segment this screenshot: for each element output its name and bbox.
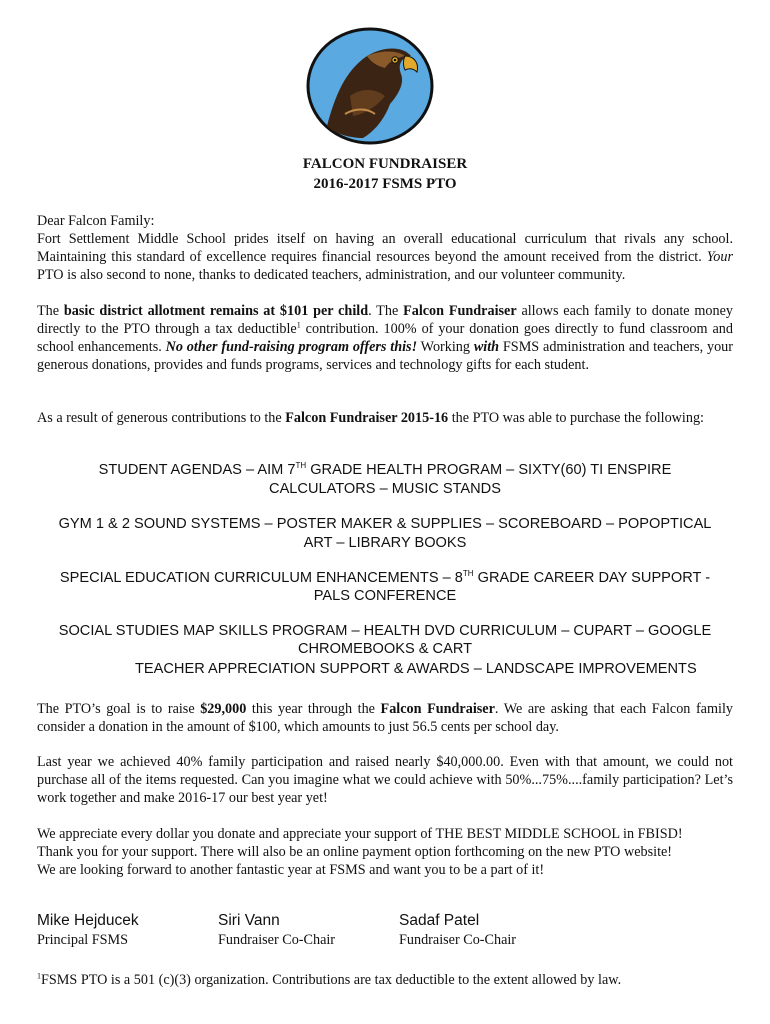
signature-title-1: Principal FSMS bbox=[37, 932, 129, 948]
intro-text: Fort Settlement Middle School prides itself on having an overall educational curriculum that rivals any school. Maintaining this standard of excellence requires financial resources beyond the amount received from the district. bbox=[37, 231, 733, 265]
p3-text-c: the PTO was able to purchase the following: bbox=[448, 410, 704, 426]
p4-text-e: . We are asking that each Falcon family consider a donation in the amount of $100, which amounts to just 56.5 cents per school day. bbox=[37, 701, 733, 735]
footnote-mark: 1 bbox=[37, 971, 41, 981]
purchase-1-sup: TH bbox=[295, 461, 307, 471]
signature-name-3: Sadaf Patel bbox=[399, 912, 480, 929]
appreciation-line-2: Thank you for your support. There will also be an online payment option forthcoming on the new PTO website! bbox=[37, 844, 673, 860]
purchase-1b: GRADE HEALTH PROGRAM – SIXTY(60) TI ENSPIRE bbox=[306, 462, 672, 478]
p2-text-j: FSMS administration and teachers, your generous donations, provides and funds programs, services and technology gifts for each student. bbox=[37, 339, 733, 373]
purchase-line-2: CALCULATORS – MUSIC STANDS bbox=[269, 481, 501, 497]
purchase-line-7: SOCIAL STUDIES MAP SKILLS PROGRAM – HEALTH DVD CURRICULUM – CUPART – GOOGLE bbox=[58, 623, 712, 639]
p2-text-h: Working bbox=[417, 339, 474, 355]
title-line-2: 2016-2017 FSMS PTO bbox=[313, 176, 457, 192]
intro-your: Your bbox=[706, 249, 733, 265]
purchase-line-6: PALS CONFERENCE bbox=[313, 588, 457, 604]
signature-title-2: Fundraiser Co-Chair bbox=[218, 932, 336, 948]
p4-fundraiser: Falcon Fundraiser bbox=[380, 701, 495, 717]
purchase-line-3: GYM 1 & 2 SOUND SYSTEMS – POSTER MAKER & SUPPLIES – SCOREBOARD – POPOPTICAL bbox=[58, 516, 712, 532]
p2-text-e: allows each family to donate money directly to the PTO through a tax deductible bbox=[37, 303, 733, 337]
purchase-line-1 bbox=[30, 461, 740, 480]
p2-allotment: basic district allotment remains at $101 per child bbox=[63, 303, 369, 319]
p4-goal: $29,000 bbox=[200, 701, 247, 717]
purchase-1a: STUDENT AGENDAS – AIM 7 bbox=[98, 462, 296, 478]
appreciation-line-1: We appreciate every dollar you donate and appreciate your support of THE BEST MIDDLE SCHOOL in FBISD! bbox=[37, 826, 683, 842]
appreciation-paragraph bbox=[37, 825, 733, 879]
p3-text-a: As a result of generous contributions to the bbox=[37, 410, 286, 426]
p3-fundraiser: Falcon Fundraiser 2015-16 bbox=[285, 410, 449, 426]
p2-text-c: . The bbox=[368, 303, 404, 319]
intro-paragraph bbox=[37, 212, 733, 284]
purchase-line-9: TEACHER APPRECIATION SUPPORT & AWARDS – LANDSCAPE IMPROVEMENTS bbox=[135, 661, 697, 677]
p2-footnote-mark: 1 bbox=[296, 320, 301, 330]
p4-text-a: The PTO’s goal is to raise bbox=[37, 701, 201, 717]
allotment-paragraph bbox=[37, 302, 733, 374]
appreciation-line-3: We are looking forward to another fantastic year at FSMS and want you to be a part of it! bbox=[37, 862, 545, 878]
purchase-5-sup: TH bbox=[462, 569, 474, 579]
purchase-line-8: CHROMEBOOKS & CART bbox=[297, 641, 473, 657]
p2-with: with bbox=[473, 339, 500, 355]
signature-name-2: Siri Vann bbox=[218, 912, 280, 929]
signature-name-1: Mike Hejducek bbox=[37, 912, 139, 929]
goal-paragraph bbox=[37, 700, 733, 736]
footnote-text: FSMS PTO is a 501 (c)(3) organization. Contributions are tax deductible to the extent allowed by law. bbox=[41, 972, 622, 988]
falcon-logo bbox=[305, 26, 435, 146]
p4-text-c: this year through the bbox=[246, 701, 381, 717]
signature-title-3: Fundraiser Co-Chair bbox=[399, 932, 517, 948]
purchase-5a: SPECIAL EDUCATION CURRICULUM ENHANCEMENTS – 8 bbox=[59, 570, 463, 586]
greeting: Dear Falcon Family: bbox=[37, 213, 155, 229]
purchase-5b: GRADE CAREER DAY SUPPORT - bbox=[473, 570, 711, 586]
p2-fundraiser: Falcon Fundraiser bbox=[403, 303, 517, 319]
last-year-paragraph: Last year we achieved 40% family participation and raised nearly $40,000.00. Even with that amount, we could not purchase all of the items requested. Can you imagine what we could achieve with 50%...75%....family participation? Let’s work together and make 2016-17 our best year yet! bbox=[37, 754, 733, 806]
purchase-line-5 bbox=[30, 569, 740, 588]
intro-end: PTO is also second to none, thanks to dedicated teachers, administration, and our volunteer community. bbox=[37, 267, 626, 283]
footnote bbox=[37, 971, 733, 989]
p2-emphasis: No other fund-raising program offers this! bbox=[165, 339, 418, 355]
title-line-1: FALCON FUNDRAISER bbox=[302, 156, 468, 172]
result-paragraph bbox=[37, 409, 733, 427]
p2-text-a: The bbox=[37, 303, 64, 319]
p2-text-f: contribution. 100% of your donation goes directly to fund classroom and school enhancements. bbox=[37, 321, 733, 355]
purchase-line-4: ART – LIBRARY BOOKS bbox=[303, 535, 467, 551]
